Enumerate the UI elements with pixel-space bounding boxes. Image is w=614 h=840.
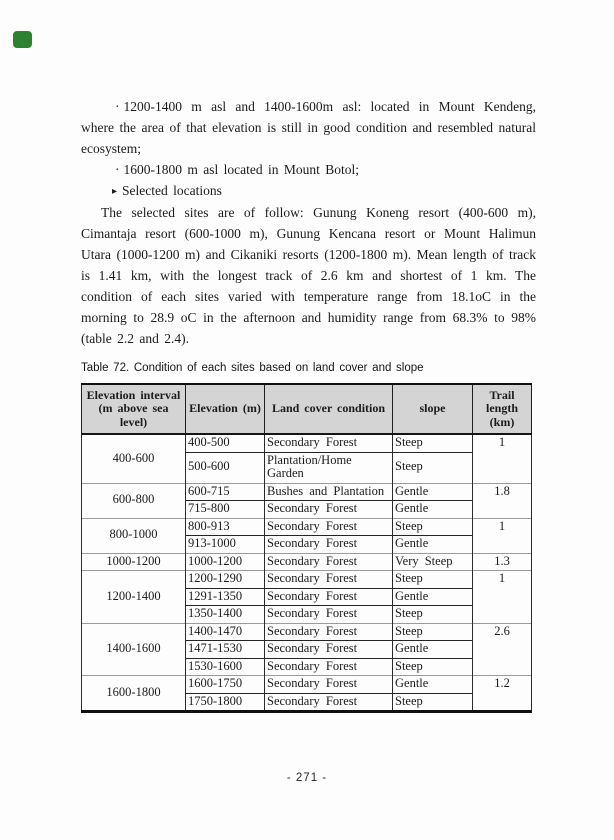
cell-elevation: 600-715 [186, 483, 265, 501]
cell-trail-length: 1 [473, 571, 532, 624]
body-paragraph: The selected sites are of follow: Gunung Koneng resort (400-600 m), Cimantaja resort (600-1000 m), Gunung Kencana resort or Mount Halimun Utara (1000-1200 m) and Cikaniki resorts (1200-1800 m). Mean length of track is 1.41 km, with the longest track of 2.6 km and shortest of 1 km. The condition of each sites varied with temperature range from 18.1oC in the morning to 28.9 oC in the afternoon and humidity range from 68.3% to 98% (table 2.2 and 2.4). [81, 204, 536, 346]
cell-elevation: 1400-1470 [186, 623, 265, 641]
cell-slope: Gentle [393, 676, 473, 694]
cell-land-cover: Secondary Forest [265, 606, 393, 624]
cell-slope: Steep [393, 623, 473, 641]
cell-elevation: 1291-1350 [186, 588, 265, 606]
cell-land-cover: Secondary Forest [265, 623, 393, 641]
cell-land-cover: Secondary Forest [265, 501, 393, 519]
land-cover-table [81, 383, 532, 714]
cell-trail-length: 1 [473, 434, 532, 483]
cell-land-cover: Secondary Forest [265, 518, 393, 536]
cell-slope: Gentle [393, 588, 473, 606]
cell-slope: Steep [393, 693, 473, 712]
cell-elevation: 715-800 [186, 501, 265, 519]
table-row [82, 623, 532, 641]
cell-slope: Gentle [393, 483, 473, 501]
cell-land-cover: Bushes and Plantation [265, 483, 393, 501]
cell-trail-length: 1.8 [473, 483, 532, 518]
table-row [82, 483, 532, 501]
cell-slope: Gentle [393, 501, 473, 519]
dot-bullet-icon: · [115, 162, 120, 177]
cell-land-cover: Secondary Forest [265, 588, 393, 606]
page-content [81, 96, 536, 713]
cell-elevation: 1000-1200 [186, 553, 265, 571]
cell-land-cover: Secondary Forest [265, 536, 393, 554]
table-row [82, 571, 532, 589]
cell-elevation-interval: 1600-1800 [82, 676, 186, 712]
cell-slope: Steep [393, 606, 473, 624]
dot-bullet-icon: · [115, 99, 120, 114]
col-header-elevation: Elevation (m) [186, 384, 265, 435]
cell-elevation-interval: 400-600 [82, 434, 186, 483]
table-row [82, 553, 532, 571]
cell-land-cover: Secondary Forest [265, 571, 393, 589]
cell-elevation: 1750-1800 [186, 693, 265, 712]
cell-elevation: 400-500 [186, 434, 265, 452]
col-header-slope: slope [393, 384, 473, 435]
cell-slope: Gentle [393, 536, 473, 554]
table-caption: Table 72. Condition of each sites based on land cover and slope [81, 361, 424, 374]
cell-elevation-interval: 1400-1600 [82, 623, 186, 676]
bullet-text: 1600-1800 m asl located in Mount Botol; [123, 162, 359, 177]
page-number: - 271 - [286, 772, 328, 784]
cell-slope: Steep [393, 434, 473, 452]
bullet-item [81, 96, 536, 159]
col-header-elevation-interval: Elevation interval (m above sea level) [82, 384, 186, 435]
cell-land-cover: Secondary Forest [265, 641, 393, 659]
cell-elevation-interval: 1200-1400 [82, 571, 186, 624]
cell-elevation: 1471-1530 [186, 641, 265, 659]
cell-elevation: 1530-1600 [186, 658, 265, 676]
green-sticker-icon [13, 31, 32, 48]
col-header-trail-length: Trail length (km) [473, 384, 532, 435]
cell-elevation-interval: 600-800 [82, 483, 186, 518]
table-header [82, 384, 532, 435]
cell-land-cover: Secondary Forest [265, 553, 393, 571]
selected-locations-heading [81, 180, 536, 202]
cell-elevation: 1600-1750 [186, 676, 265, 694]
cell-land-cover: Secondary Forest [265, 434, 393, 452]
cell-land-cover: Secondary Forest [265, 676, 393, 694]
table-row [82, 434, 532, 452]
cell-slope: Gentle [393, 641, 473, 659]
bullet-text: 1200-1400 m asl and 1400-1600m asl: located in Mount Kendeng, where the area of that elevation is still in good condition and resembled natural ecosystem; [81, 99, 536, 156]
cell-elevation: 500-600 [186, 452, 265, 483]
cell-slope: Very Steep [393, 553, 473, 571]
cell-elevation: 800-913 [186, 518, 265, 536]
table-body [82, 434, 532, 712]
triangle-bullet-icon: ▸ [112, 185, 118, 197]
cell-slope: Steep [393, 571, 473, 589]
cell-elevation: 1350-1400 [186, 606, 265, 624]
cell-slope: Steep [393, 658, 473, 676]
cell-land-cover: Secondary Forest [265, 658, 393, 676]
table-row [82, 518, 532, 536]
col-header-land-cover: Land cover condition [265, 384, 393, 435]
cell-elevation: 913-1000 [186, 536, 265, 554]
cell-elevation-interval: 1000-1200 [82, 553, 186, 571]
cell-elevation: 1200-1290 [186, 571, 265, 589]
table-row [82, 676, 532, 694]
bullet-item [81, 159, 536, 180]
cell-slope: Steep [393, 452, 473, 483]
cell-land-cover: Plantation/Home Garden [265, 452, 393, 483]
cell-trail-length: 1.2 [473, 676, 532, 712]
cell-land-cover: Secondary Forest [265, 693, 393, 712]
table-header-row [82, 384, 532, 435]
selected-locations-label: Selected locations [122, 183, 222, 198]
cell-elevation-interval: 800-1000 [82, 518, 186, 553]
cell-slope: Steep [393, 518, 473, 536]
cell-trail-length: 1.3 [473, 553, 532, 571]
cell-trail-length: 2.6 [473, 623, 532, 676]
cell-trail-length: 1 [473, 518, 532, 553]
